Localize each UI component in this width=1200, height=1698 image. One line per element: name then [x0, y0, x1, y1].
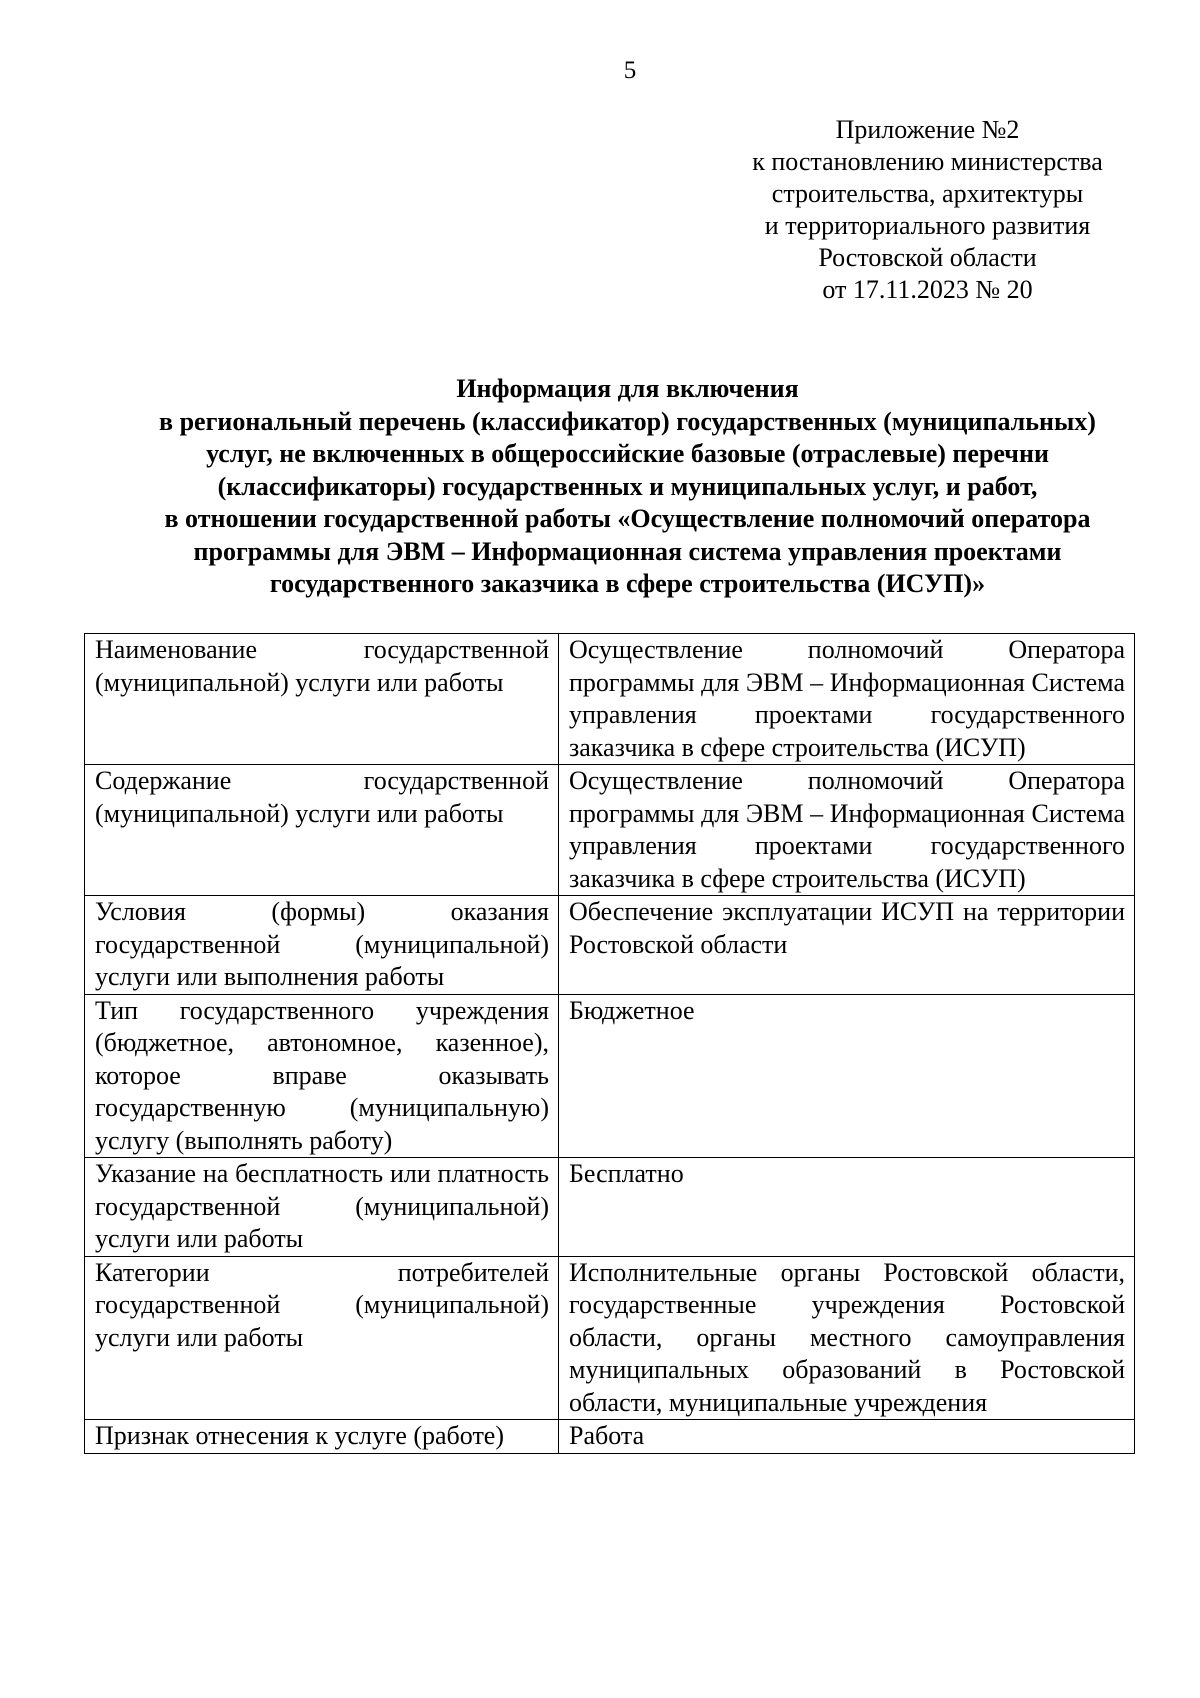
appendix-line: строительства, архитектуры [771, 179, 1084, 208]
row-label: Признак отнесения к услуге (работе) [85, 1420, 559, 1454]
appendix-line: Ростовской области [818, 243, 1037, 272]
title-line: Информация для включения [456, 374, 799, 403]
page-number: 5 [623, 57, 637, 84]
title-line: услуг, не включенных в общероссийские базовые (отраслевые) перечни [206, 439, 1049, 468]
row-value: Осуществление полномочий Оператора программы для ЭВМ – Информационная Система управления проектами государственного заказчика в сфере строительства (ИСУП) [559, 634, 1135, 765]
appendix-line: и территориального развития [764, 211, 1091, 240]
title-line: государственного заказчика в сфере строительства (ИСУП)» [269, 569, 986, 598]
row-label: Условия (формы) оказания государственной (муниципальной) услуги или выполнения работы [85, 896, 559, 995]
table-row [85, 1158, 1135, 1257]
row-value: Работа [559, 1420, 1135, 1454]
row-label: Указание на бесплатность или платность государственной (муниципальной) услуги или работы [85, 1158, 559, 1257]
appendix-line: Приложение №2 [835, 115, 1020, 144]
row-value: Обеспечение эксплуатации ИСУП на территории Ростовской области [559, 896, 1135, 995]
row-value: Осуществление полномочий Оператора программы для ЭВМ – Информационная Система управления проектами государственного заказчика в сфере строительства (ИСУП) [559, 765, 1135, 896]
table-row [85, 765, 1135, 896]
table-row [85, 1420, 1135, 1454]
document-title [95, 373, 1160, 601]
table-row [85, 994, 1135, 1158]
row-value: Бесплатно [559, 1158, 1135, 1257]
title-line: в региональный перечень (классификатор) государственных (муниципальных) [159, 406, 1096, 436]
title-line: в отношении государственной работы «Осуществление полномочий оператора [164, 504, 1091, 533]
row-label: Категории потребителей государственной (муниципальной) услуги или работы [85, 1256, 559, 1420]
appendix-line: к постановлению министерства [752, 147, 1103, 176]
table-row [85, 634, 1135, 765]
row-label: Тип государственного учреждения (бюджетное, автономное, казенное), которое вправе оказывать государственную (муниципальную) услугу (выполнять работу) [85, 994, 559, 1158]
title-line: (классификаторы) государственных и муниципальных услуг, и работ, [217, 471, 1038, 501]
table-row [85, 1256, 1135, 1420]
row-label: Наименование государственной (муниципальной) услуги или работы [85, 634, 559, 765]
appendix-line: от 17.11.2023 № 20 [822, 275, 1033, 304]
row-value: Исполнительные органы Ростовской области, государственные учреждения Ростовской области, органы местного самоуправления муниципальных образований в Ростовской области, муниципальные учреждения [559, 1256, 1135, 1420]
appendix-header [700, 114, 1155, 306]
info-table [84, 633, 1135, 1454]
row-value: Бюджетное [559, 994, 1135, 1158]
row-label: Содержание государственной (муниципальной) услуги или работы [85, 765, 559, 896]
table-row [85, 896, 1135, 995]
title-line: программы для ЭВМ – Информационная система управления проектами [193, 536, 1062, 566]
